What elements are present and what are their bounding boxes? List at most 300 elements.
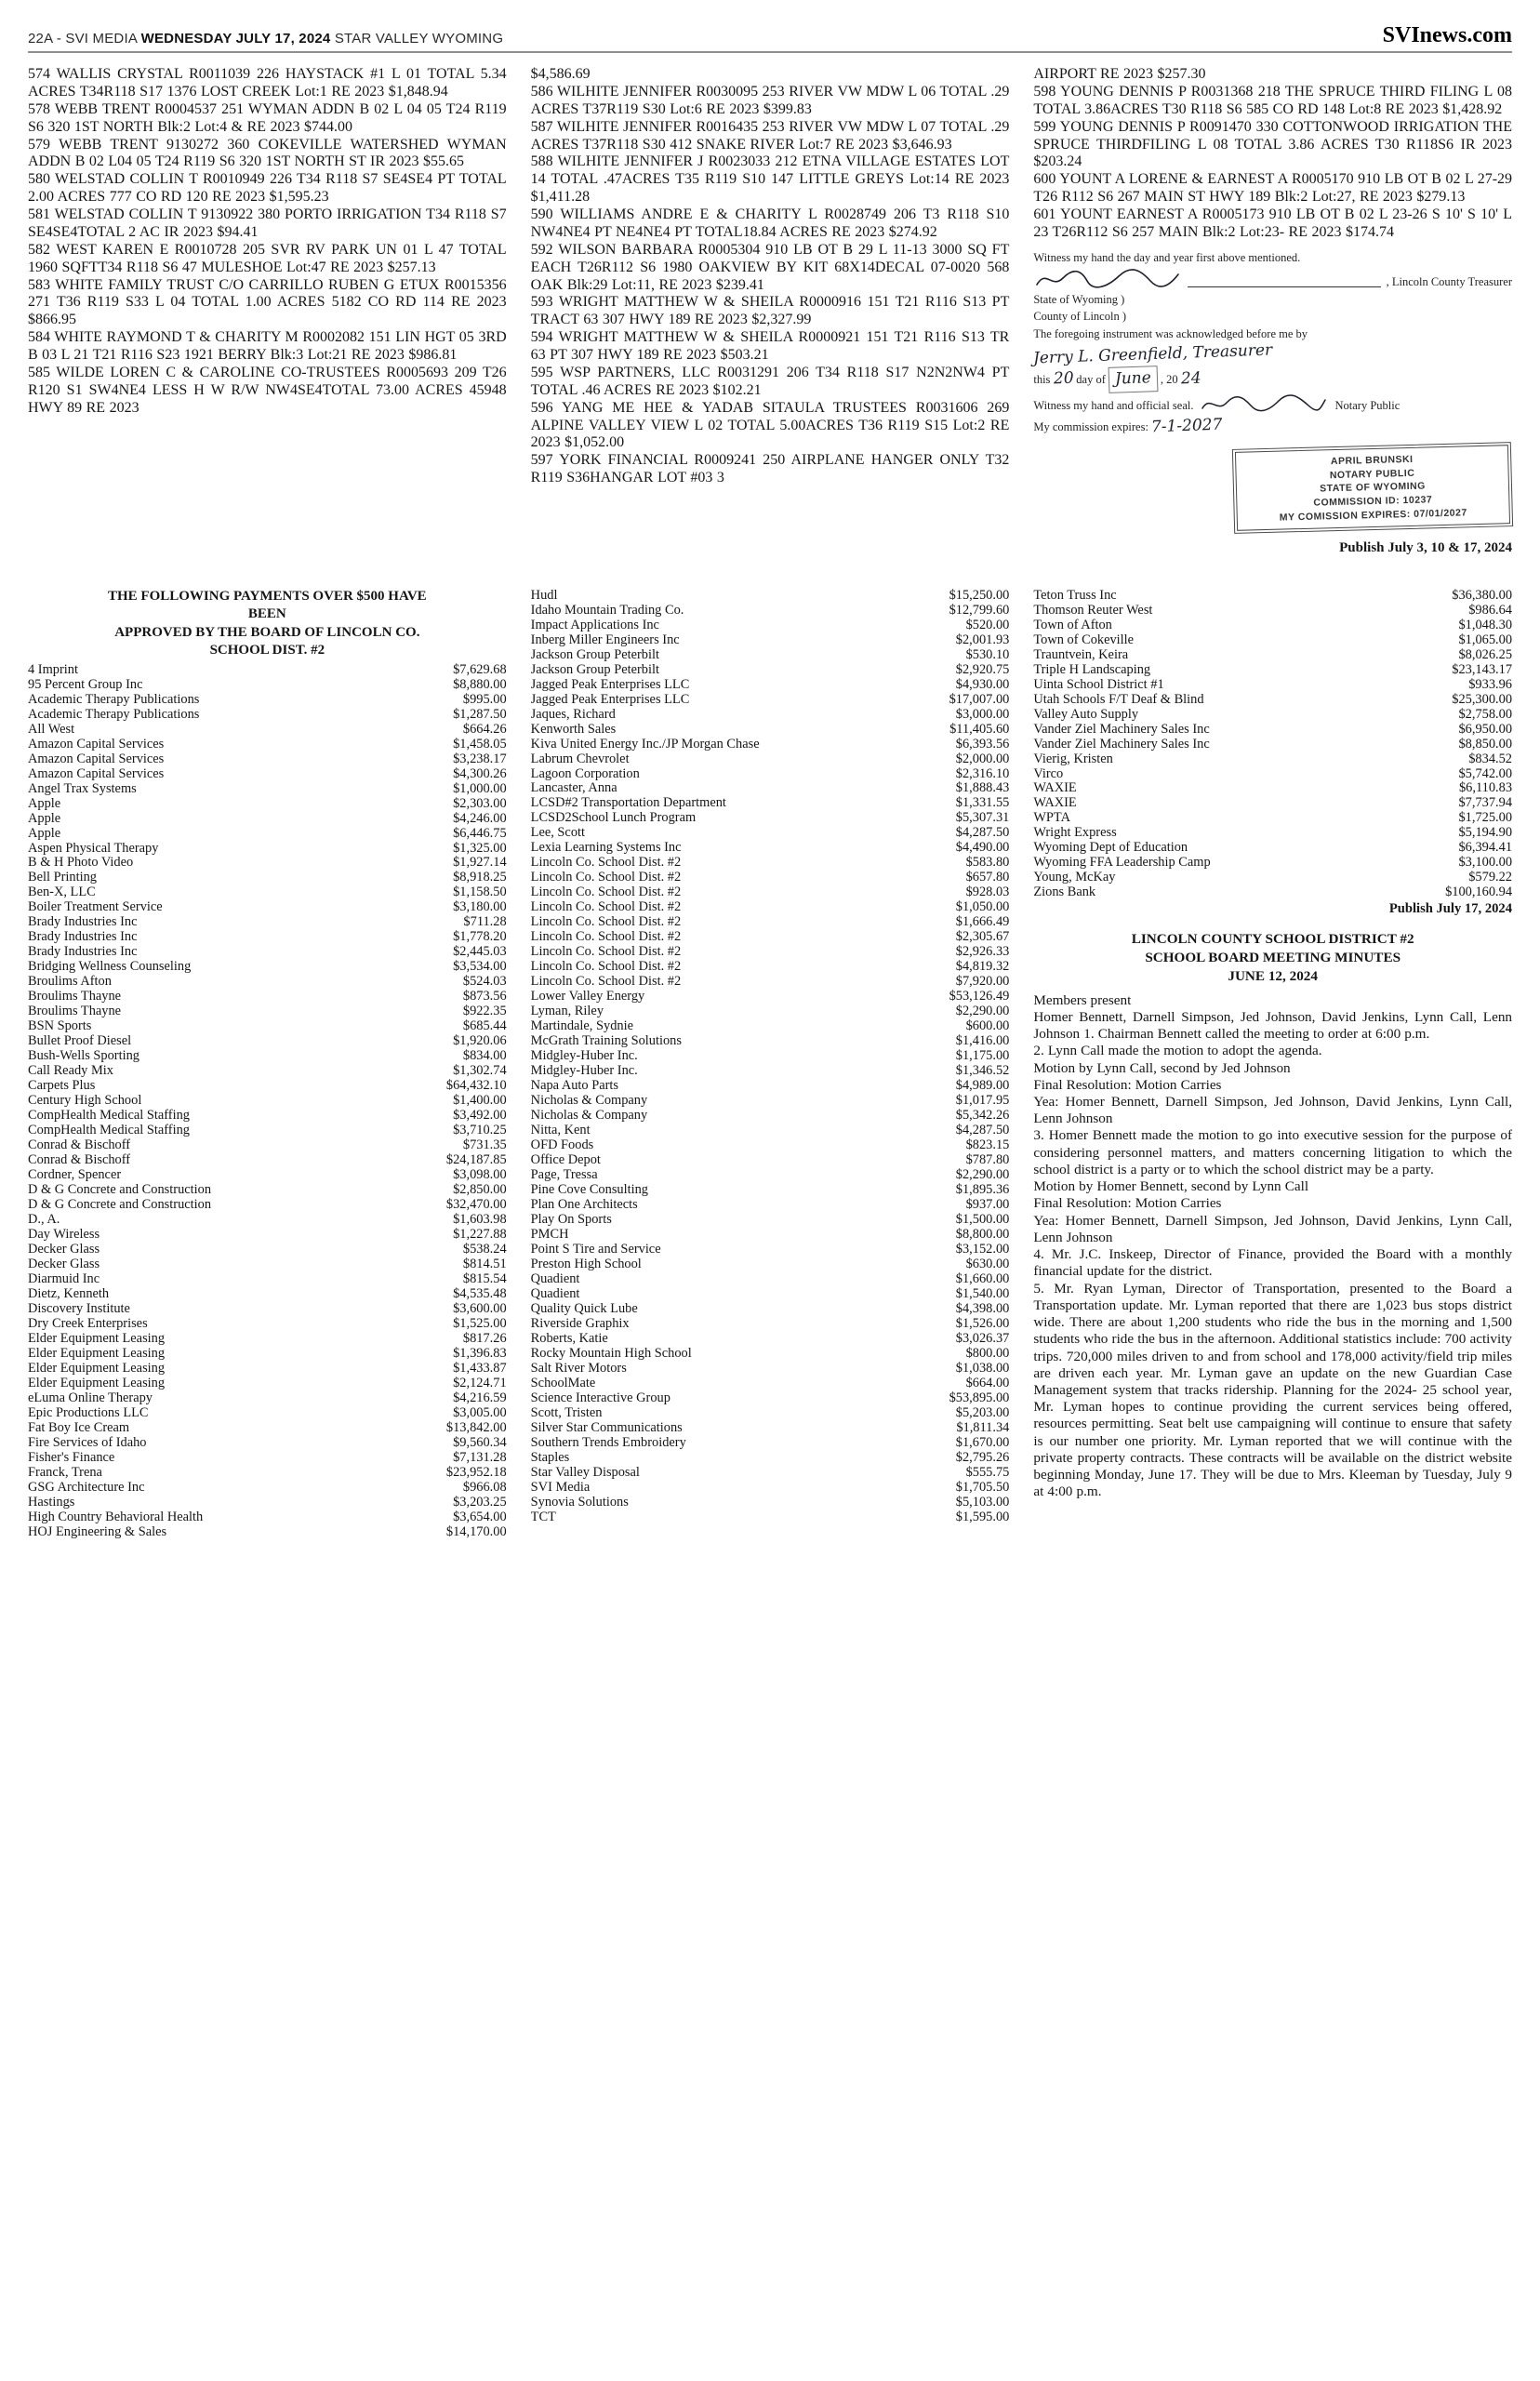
vendor-name: Nicholas & Company — [530, 1108, 648, 1124]
payment-row — [28, 989, 507, 1004]
vendor-name: WPTA — [1033, 810, 1070, 826]
vendor-name: Napa Auto Parts — [530, 1078, 618, 1094]
vendor-name: Point S Tire and Service — [530, 1242, 661, 1257]
vendor-name: Apple — [28, 795, 61, 811]
vendor-name: Staples — [530, 1449, 570, 1465]
vendor-name: SchoolMate — [530, 1375, 596, 1390]
payment-amount: $1,458.05 — [453, 736, 507, 752]
payment-amount: $2,124.71 — [453, 1375, 507, 1390]
payment-row — [28, 899, 507, 914]
payments-list-1 — [28, 662, 507, 1539]
vendor-name: Page, Tressa — [530, 1167, 598, 1183]
payment-amount: $2,758.00 — [1458, 706, 1513, 722]
payment-row — [28, 1108, 507, 1123]
payment-amount: $1,331.55 — [955, 795, 1010, 811]
vendor-name: D & G Concrete and Construction — [28, 1182, 212, 1198]
payment-amount: $1,603.98 — [453, 1212, 507, 1228]
payment-row — [28, 781, 507, 796]
payment-amount: $1,325.00 — [453, 840, 507, 856]
payment-row — [28, 944, 507, 959]
vendor-name: Thomson Reuter West — [1033, 602, 1153, 618]
payment-row — [531, 1435, 1010, 1450]
payment-amount: $1,287.50 — [453, 706, 507, 722]
payment-amount: $966.08 — [462, 1479, 507, 1495]
payment-row — [1033, 795, 1512, 810]
vendor-name: Zions Bank — [1033, 885, 1096, 900]
payment-amount: $2,290.00 — [955, 1004, 1010, 1019]
date-printed-1: this — [1033, 373, 1051, 387]
notary-signature-row — [1033, 392, 1512, 415]
payment-row — [28, 870, 507, 885]
payments-heading-line: BEEN — [247, 606, 286, 622]
vendor-name: Day Wireless — [28, 1227, 100, 1243]
payment-row — [28, 885, 507, 899]
payment-amount: $1,000.00 — [453, 780, 507, 796]
vendor-name: Fat Boy Ice Cream — [28, 1419, 130, 1435]
vendor-name: Boiler Treatment Service — [28, 899, 163, 915]
payment-amount: $2,000.00 — [955, 751, 1010, 766]
vendor-name: Franck, Trena — [28, 1464, 102, 1480]
payment-amount: $7,629.68 — [453, 661, 507, 677]
payment-amount: $928.03 — [965, 885, 1010, 900]
payment-amount: $1,175.00 — [955, 1048, 1010, 1064]
payment-amount: $3,203.25 — [453, 1494, 507, 1510]
payment-amount: $4,989.00 — [955, 1078, 1010, 1094]
vendor-name: Utah Schools F/T Deaf & Blind — [1033, 691, 1204, 707]
payment-row — [531, 692, 1010, 707]
vendor-name: Lincoln Co. School Dist. #2 — [530, 974, 682, 990]
payment-row — [531, 1152, 1010, 1167]
payment-amount: $4,246.00 — [453, 810, 507, 826]
payment-amount: $3,026.37 — [955, 1330, 1010, 1346]
vendor-name: HOJ Engineering & Sales — [28, 1523, 167, 1539]
payment-row — [1033, 885, 1512, 899]
payment-row — [28, 1182, 507, 1197]
vendor-name: Discovery Institute — [28, 1301, 130, 1316]
payment-row — [531, 1018, 1010, 1033]
payment-amount: $1,705.50 — [955, 1479, 1010, 1495]
minutes-paragraph: Motion by Homer Bennett, second by Lynn Call — [1033, 1178, 1309, 1195]
vendor-name: Fisher's Finance — [28, 1449, 115, 1465]
page-header — [28, 24, 1512, 53]
date-printed-2: day of — [1076, 373, 1106, 387]
tax-notice-paragraph: 584 WHITE RAYMOND T & CHARITY M R0002082 151 LIN HGT 05 3RD B 03 L 21 T21 R116 S23 1921 BERRY Blk:3 Lot:21 RE 2023 $986.81 — [28, 329, 507, 363]
payment-row — [531, 1361, 1010, 1376]
minutes-title-line: JUNE 12, 2024 — [1228, 967, 1318, 984]
minutes-body — [1033, 1009, 1512, 1501]
tax-notice-paragraph: 587 WILHITE JENNIFER R0016435 253 RIVER VW MDW L 07 TOTAL .29 ACRES T37R118 S30 412 SNAKE RIVER Lot:7 RE 2023 $3,646.93 — [530, 118, 1010, 153]
notary-stamp-line: NOTARY PUBLIC — [1329, 467, 1415, 482]
vendor-name: Brady Industries Inc — [28, 914, 138, 930]
payment-amount: $922.35 — [462, 1004, 507, 1019]
payment-amount: $1,526.00 — [955, 1315, 1010, 1331]
members-present-line: Members present — [1033, 991, 1132, 1008]
vendor-name: Pine Cove Consulting — [530, 1182, 648, 1198]
payment-row — [28, 1331, 507, 1346]
tax-notice-paragraph: 597 YORK FINANCIAL R0009241 250 AIRPLANE HANGER ONLY T32 R119 S36HANGAR LOT #03 3 — [530, 452, 1010, 486]
minutes-paragraph: 4. Mr. J.C. Inskeep, Director of Finance, provided the Board with a monthly financial update for the district. — [1033, 1246, 1513, 1280]
payment-row — [28, 841, 507, 856]
vendor-name: Martindale, Sydnie — [530, 1018, 633, 1034]
payment-amount: $1,500.00 — [955, 1212, 1010, 1228]
payment-amount: $1,895.36 — [955, 1182, 1010, 1198]
handwritten-expiry: 7-1-2027 — [1150, 415, 1223, 437]
payment-amount: $1,400.00 — [453, 1093, 507, 1109]
payment-amount: $13,842.00 — [445, 1419, 507, 1435]
payment-amount: $2,795.26 — [955, 1449, 1010, 1465]
tax-notice-paragraph: 593 WRIGHT MATTHEW W & SHEILA R0000916 151 T21 R116 S13 PT TRACT 63 307 HWY 189 RE 2023 $2,327.99 — [530, 294, 1010, 328]
payment-row — [531, 914, 1010, 929]
payment-row — [28, 1048, 507, 1063]
payment-amount: $800.00 — [965, 1345, 1010, 1361]
payment-row — [531, 1227, 1010, 1242]
payment-amount: $1,920.06 — [453, 1033, 507, 1049]
payment-amount: $1,048.30 — [1458, 617, 1513, 632]
payment-amount: $834.52 — [1468, 751, 1513, 766]
vendor-name: Hastings — [28, 1494, 75, 1510]
payment-row — [531, 1078, 1010, 1093]
payment-amount: $664.26 — [462, 721, 507, 737]
folio-date: WEDNESDAY JULY 17, 2024 — [140, 31, 331, 47]
payment-amount: $7,920.00 — [955, 974, 1010, 990]
payment-amount: $630.00 — [965, 1256, 1010, 1271]
payment-amount: $2,850.00 — [453, 1182, 507, 1198]
payment-amount: $5,742.00 — [1458, 765, 1513, 781]
payment-row — [28, 692, 507, 707]
payment-row — [28, 662, 507, 677]
notary-public-label: Notary Public — [1334, 399, 1401, 412]
payment-row — [28, 1167, 507, 1182]
vendor-name: Amazon Capital Services — [28, 751, 165, 766]
payment-amount: $1,396.83 — [453, 1345, 507, 1361]
vendor-name: Trauntvein, Keira — [1033, 646, 1129, 662]
payment-amount: $583.80 — [965, 855, 1010, 871]
payment-row — [28, 1450, 507, 1465]
tax-notice-paragraph: 601 YOUNT EARNEST A R0005173 910 LB OT B 02 L 23-26 S 10' S 10' L 23 T26R112 S6 257 MAIN Blk:2 Lot:23- RE 2023 $174.74 — [1033, 206, 1513, 240]
payment-amount: $3,238.17 — [453, 751, 507, 766]
payment-amount: $3,534.00 — [453, 959, 507, 975]
payment-amount: $664.00 — [965, 1375, 1010, 1390]
payment-row — [28, 929, 507, 944]
vendor-name: Nicholas & Company — [530, 1093, 648, 1109]
payment-amount: $3,600.00 — [453, 1301, 507, 1317]
payment-amount: $2,926.33 — [955, 944, 1010, 960]
payment-amount: $5,194.90 — [1458, 825, 1513, 841]
payment-row — [531, 795, 1010, 810]
payment-row — [28, 1524, 507, 1539]
payment-row — [531, 1093, 1010, 1108]
vendor-name: Science Interactive Group — [530, 1390, 670, 1405]
payment-row — [28, 707, 507, 722]
acknowledgment-line — [1033, 326, 1512, 366]
payment-row — [531, 1167, 1010, 1182]
vendor-name: Quadient — [530, 1285, 580, 1301]
tax-notice-paragraph: 580 WELSTAD COLLIN T R0010949 226 T34 R118 S7 SE4SE4 PT TOTAL 2.00 ACRES 777 CO RD 120 RE 2023 $1,595.23 — [28, 171, 507, 206]
payment-amount: $1,065.00 — [1458, 632, 1513, 647]
payment-amount: $555.75 — [965, 1464, 1010, 1480]
vendor-name: WAXIE — [1033, 795, 1077, 811]
payment-row — [531, 707, 1010, 722]
payment-row — [1033, 692, 1512, 707]
payment-row — [531, 974, 1010, 989]
payment-row — [28, 1078, 507, 1093]
vendor-name: High Country Behavioral Health — [28, 1509, 204, 1524]
folio-suffix: STAR VALLEY WYOMING — [330, 31, 504, 47]
vendor-name: Play On Sports — [530, 1212, 612, 1228]
vendor-name: Carpets Plus — [28, 1078, 96, 1094]
payment-row — [28, 1257, 507, 1271]
vendor-name: All West — [28, 721, 75, 737]
payment-amount: $685.44 — [462, 1018, 507, 1034]
treasurer-signature-row — [1033, 267, 1512, 291]
payment-row — [28, 722, 507, 737]
notary-signature-icon — [1199, 392, 1329, 415]
vendor-name: Academic Therapy Publications — [28, 691, 200, 707]
vendor-name: Elder Equipment Leasing — [28, 1360, 166, 1376]
payment-amount: $1,017.95 — [955, 1093, 1010, 1109]
acknowledgment-date-line — [1033, 366, 1512, 392]
payment-amount: $100,160.94 — [1445, 885, 1513, 900]
notary-section — [1033, 249, 1512, 556]
vendor-name: Quality Quick Lube — [530, 1300, 638, 1316]
payment-row — [28, 796, 507, 811]
payment-amount: $8,918.25 — [453, 870, 507, 885]
tax-notice-section — [28, 66, 1512, 556]
payment-row — [1033, 677, 1512, 692]
payment-amount: $4,300.26 — [453, 765, 507, 781]
vendor-name: CompHealth Medical Staffing — [28, 1108, 190, 1124]
payment-row — [1033, 662, 1512, 677]
payment-amount: $2,316.10 — [955, 765, 1010, 781]
vendor-name: Kenworth Sales — [530, 721, 617, 737]
treasurer-label: , Lincoln County Treasurer — [1386, 274, 1513, 288]
vendor-name: LCSD#2 Transportation Department — [530, 795, 726, 811]
payment-amount: $8,800.00 — [955, 1227, 1010, 1243]
payment-row — [531, 1301, 1010, 1316]
payment-amount: $5,342.26 — [955, 1108, 1010, 1124]
vendor-name: Epic Productions LLC — [28, 1404, 149, 1420]
payment-row — [28, 1420, 507, 1435]
payment-amount: $3,180.00 — [453, 899, 507, 915]
vendor-name: Idaho Mountain Trading Co. — [530, 602, 684, 618]
vendor-name: Broulims Afton — [28, 974, 112, 990]
vendor-name: Bell Printing — [28, 870, 97, 885]
vendor-name: GSG Architecture Inc — [28, 1479, 145, 1495]
commission-expires-label: My commission expires: — [1033, 419, 1148, 433]
payment-row — [531, 1004, 1010, 1018]
vendor-name: Wyoming Dept of Education — [1033, 840, 1188, 856]
payment-row — [28, 1212, 507, 1227]
payment-row — [1033, 810, 1512, 825]
vendor-name: Jagged Peak Enterprises LLC — [530, 676, 690, 692]
vendor-name: Bridging Wellness Counseling — [28, 959, 192, 975]
payment-row — [28, 1093, 507, 1108]
seal-statement: Witness my hand and official seal. — [1033, 399, 1194, 412]
vendor-name: Lexia Learning Systems Inc — [530, 840, 682, 856]
payment-amount: $937.00 — [965, 1197, 1010, 1213]
vendor-name: Brady Industries Inc — [28, 944, 138, 960]
payment-amount: $9,560.34 — [453, 1434, 507, 1450]
payment-row — [531, 722, 1010, 737]
payment-amount: $4,819.32 — [955, 959, 1010, 975]
payment-amount: $15,250.00 — [949, 587, 1010, 603]
payment-amount: $4,287.50 — [955, 1123, 1010, 1138]
payment-row — [531, 752, 1010, 766]
payment-row — [28, 1018, 507, 1033]
acknowledgment-text: The foregoing instrument was acknowledged before me by — [1033, 327, 1308, 340]
payment-row — [531, 780, 1010, 795]
payment-amount: $2,445.03 — [453, 944, 507, 960]
payments-heading-line: SCHOOL DIST. #2 — [209, 643, 325, 658]
handwritten-month: June — [1109, 366, 1159, 392]
vendor-name: Call Ready Mix — [28, 1063, 113, 1079]
payment-row — [28, 1152, 507, 1167]
tax-notice-paragraph: 600 YOUNT A LORENE & EARNEST A R0005170 910 LB OT B 02 L 27-29 T26 R112 S6 267 MAIN ST HWY 189 Blk:2 Lot:27, RE 2023 $279.13 — [1033, 171, 1513, 206]
tax-notice-paragraph: 574 WALLIS CRYSTAL R0011039 226 HAYSTACK #1 L 01 TOTAL 5.34 ACRES T34R118 S17 1376 LOST CREEK Lot:1 RE 2023 $1,848.94 — [28, 66, 507, 100]
payment-amount: $834.00 — [462, 1048, 507, 1064]
payment-row — [1033, 603, 1512, 618]
payment-amount: $7,737.94 — [1458, 795, 1513, 811]
vendor-name: Preston High School — [530, 1256, 642, 1271]
payment-amount: $530.10 — [965, 646, 1010, 662]
payment-amount: $6,394.41 — [1458, 840, 1513, 856]
payment-amount: $4,535.48 — [453, 1286, 507, 1302]
payment-row — [531, 1331, 1010, 1346]
payment-row — [28, 677, 507, 692]
minutes-title-line: SCHOOL BOARD MEETING MINUTES — [1145, 950, 1401, 966]
tax-notice-paragraph: 585 WILDE LOREN C & CAROLINE CO-TRUSTEES R0005693 209 T26 R120 S1 SW4NE4 LESS H W R/W NW4SE4TOTAL 73.00 ACRES 45948 HWY 89 RE 2023 — [28, 364, 507, 416]
payment-amount: $995.00 — [462, 691, 507, 707]
payment-row — [531, 1242, 1010, 1257]
minutes-title-line: LINCOLN COUNTY SCHOOL DISTRICT #2 — [1131, 931, 1414, 948]
payment-row — [531, 1063, 1010, 1078]
payment-row — [1033, 825, 1512, 840]
payment-amount: $1,725.00 — [1458, 810, 1513, 826]
payment-amount: $25,300.00 — [1452, 691, 1513, 707]
payment-amount: $520.00 — [965, 617, 1010, 632]
county-line: County of Lincoln ) — [1033, 310, 1126, 324]
vendor-name: Elder Equipment Leasing — [28, 1330, 166, 1346]
vendor-name: Midgley-Huber Inc. — [530, 1063, 638, 1079]
payment-row — [531, 840, 1010, 855]
vendor-name: McGrath Training Solutions — [530, 1033, 682, 1049]
payment-row — [531, 1286, 1010, 1301]
payment-amount: $32,470.00 — [445, 1197, 507, 1213]
payment-amount: $3,098.00 — [453, 1167, 507, 1183]
minutes-title — [1033, 930, 1512, 985]
payment-row — [1033, 632, 1512, 647]
payment-amount: $600.00 — [965, 1018, 1010, 1034]
tax-notice-paragraph: 594 WRIGHT MATTHEW W & SHEILA R0000921 151 T21 R116 S13 TR 63 PT 307 HWY 189 RE 2023 $503.21 — [530, 329, 1010, 363]
payment-amount: $1,227.88 — [453, 1227, 507, 1243]
payment-amount: $1,416.00 — [955, 1033, 1010, 1049]
payment-row — [28, 1361, 507, 1376]
payment-amount: $1,158.50 — [453, 885, 507, 900]
payment-row — [28, 1197, 507, 1212]
tax-notice-paragraph: AIRPORT RE 2023 $257.30 — [1033, 66, 1206, 82]
vendor-name: Lagoon Corporation — [530, 765, 640, 781]
vendor-name: Quadient — [530, 1270, 580, 1286]
vendor-name: Elder Equipment Leasing — [28, 1375, 166, 1390]
payment-amount: $64,432.10 — [445, 1078, 507, 1094]
vendor-name: Dry Creek Enterprises — [28, 1316, 148, 1331]
payment-row — [28, 1301, 507, 1316]
payment-amount: $2,290.00 — [955, 1167, 1010, 1183]
payment-amount: $4,398.00 — [955, 1300, 1010, 1316]
vendor-name: Cordner, Spencer — [28, 1167, 122, 1183]
payment-row — [531, 1212, 1010, 1227]
payments-section — [28, 588, 1512, 1539]
vendor-name: Elder Equipment Leasing — [28, 1345, 166, 1361]
payment-amount: $17,007.00 — [949, 691, 1010, 707]
payment-row — [531, 1376, 1010, 1390]
handwritten-day: 20 — [1053, 368, 1074, 389]
notary-stamp-line: APRIL BRUNSKI — [1330, 454, 1414, 468]
vendor-name: 4 Imprint — [28, 661, 78, 677]
payment-row — [28, 1227, 507, 1242]
vendor-name: Vander Ziel Machinery Sales Inc — [1033, 721, 1210, 737]
payment-row — [28, 1495, 507, 1510]
minutes-paragraph: Yea: Homer Bennett, Darnell Simpson, Jed Johnson, David Jenkins, Lynn Call, Lenn Johnson — [1033, 1094, 1513, 1127]
vendor-name: Lincoln Co. School Dist. #2 — [530, 929, 682, 945]
vendor-name: Valley Auto Supply — [1033, 706, 1139, 722]
payment-amount: $1,038.00 — [955, 1360, 1010, 1376]
payment-row — [28, 811, 507, 826]
vendor-name: Triple H Landscaping — [1033, 661, 1151, 677]
vendor-name: Century High School — [28, 1093, 142, 1109]
payment-row — [531, 944, 1010, 959]
vendor-name: Town of Afton — [1033, 617, 1112, 632]
tax-notice-column-3-paragraphs — [1033, 66, 1512, 242]
payment-amount: $6,393.56 — [955, 736, 1010, 752]
payment-row — [531, 632, 1010, 647]
payment-amount: $3,005.00 — [453, 1404, 507, 1420]
vendor-name: PMCH — [530, 1227, 569, 1242]
vendor-name: Amazon Capital Services — [28, 765, 165, 781]
vendor-name: Lyman, Riley — [530, 1004, 604, 1019]
payment-row — [28, 1286, 507, 1301]
vendor-name: Decker Glass — [28, 1242, 100, 1257]
notary-stamp-line: STATE OF WYOMING — [1319, 481, 1427, 496]
payment-amount: $3,152.00 — [955, 1242, 1010, 1257]
payments-list-3 — [1033, 588, 1512, 900]
tax-notice-paragraph: 588 WILHITE JENNIFER J R0023033 212 ETNA VILLAGE ESTATES LOT 14 TOTAL .47ACRES T35 R119 S10 147 LITTLE GREYS Lot:14 RE 2023 $1,411.28 — [530, 153, 1010, 206]
payment-row — [28, 855, 507, 870]
vendor-name: Jagged Peak Enterprises LLC — [530, 691, 690, 707]
payment-row — [531, 1495, 1010, 1510]
payment-amount: $6,950.00 — [1458, 721, 1513, 737]
vendor-name: OFD Foods — [530, 1137, 594, 1153]
payment-row — [28, 1435, 507, 1450]
payment-amount: $1,888.43 — [955, 780, 1010, 796]
payment-amount: $14,170.00 — [445, 1523, 507, 1539]
payment-row — [28, 1316, 507, 1331]
payment-amount: $4,287.50 — [955, 825, 1010, 841]
payment-amount: $2,001.93 — [955, 632, 1010, 647]
vendor-name: Wyoming FFA Leadership Camp — [1033, 855, 1211, 871]
payment-amount: $8,850.00 — [1458, 736, 1513, 752]
vendor-name: Hudl — [530, 587, 558, 603]
vendor-name: Teton Truss Inc — [1033, 587, 1117, 603]
tax-notice-paragraph: 579 WEBB TRENT 9130272 360 COKEVILLE WATERSHED WYMAN ADDN B 02 L04 05 T24 R119 S6 320 1ST NORTH ST IR 2023 $55.65 — [28, 136, 507, 170]
minutes-paragraph: 2. Lynn Call made the motion to adopt the agenda. — [1033, 1043, 1322, 1059]
payment-row — [531, 1108, 1010, 1123]
vendor-name: Conrad & Bischoff — [28, 1152, 131, 1168]
vendor-name: 95 Percent Group Inc — [28, 676, 143, 692]
tax-notice-paragraph: 599 YOUNG DENNIS P R0091470 330 COTTONWOOD IRRIGATION THE SPRUCE THIRDFILING L 08 TOTAL 3.86 ACRES T30 R118S6 IR 2023 $203.24 — [1033, 118, 1513, 170]
vendor-name: Vierig, Kristen — [1033, 751, 1113, 766]
minutes-paragraph: Homer Bennett, Darnell Simpson, Jed Johnson, David Jenkins, Lynn Call, Lenn Johnson 1. Chairman Bennett called the meeting to order at 6:00 p.m. — [1033, 1008, 1513, 1043]
